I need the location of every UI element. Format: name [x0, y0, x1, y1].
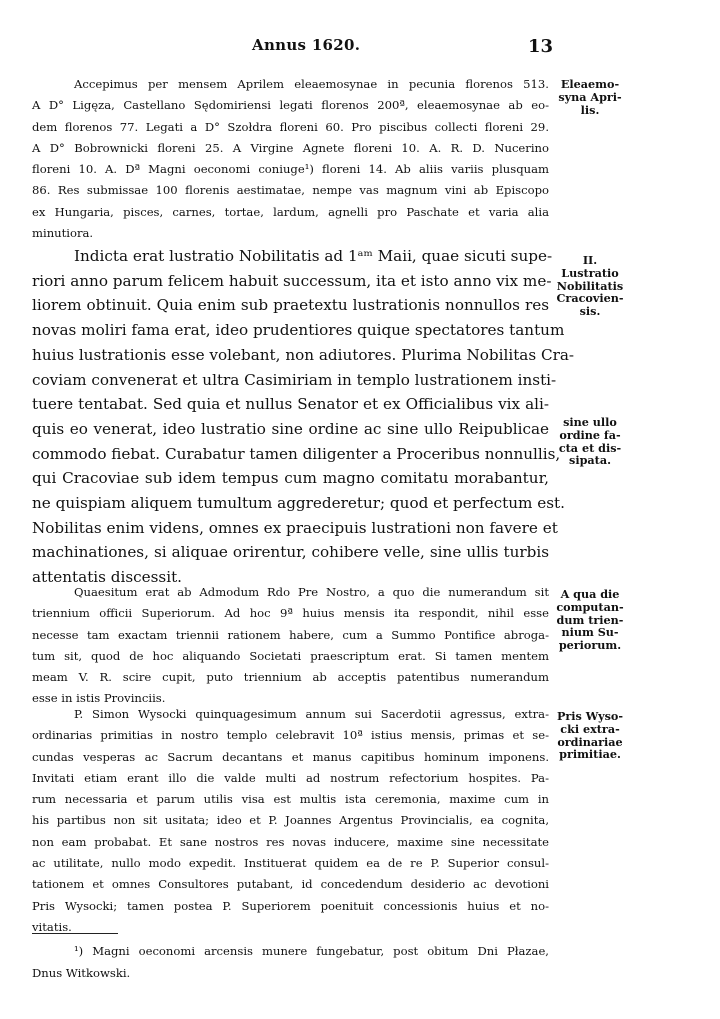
margin-note-line: cta et dis-: [558, 440, 622, 455]
running-title: Annus 1620.: [252, 36, 361, 54]
text-line: A D° Bobrownicki floreni 25. A Virgine Agnete floreni 10. A. R. D. Nucerino: [32, 140, 549, 155]
margin-note-line: II.: [582, 253, 598, 267]
margin-note-line: Nobilitatis: [556, 278, 624, 293]
text-line: ex Hungaria, pisces, carnes, tortae, lardum, agnelli pro Paschate et varia alia: [32, 204, 549, 219]
text-line: esse in istis Provinciis.: [32, 691, 166, 706]
text-line: floreni 10. A. Dª Magni oeconomi coniuge¹) floreni 14. Ab aliis variis plusquam: [32, 162, 549, 177]
text-line: Pris Wysocki; tamen postea P. Superiorem poenituit concessionis huius et no-: [32, 898, 549, 913]
text-line: 86. Res submissae 100 florenis aestimatae, nempe vas magnum vini ab Episcopo: [32, 183, 549, 198]
text-line: non eam probabat. Et sane nostros res novas inducere, maxime sine necessitate: [32, 834, 549, 849]
margin-note-alms: [555, 78, 625, 116]
paragraph-alms-april: [32, 74, 549, 244]
text-line: his partibus non sit usitata; ideo et P. Joannes Argentus Provincialis, ea cognita,: [32, 813, 549, 828]
margin-note-line: Pris Wyso-: [557, 709, 623, 723]
text-line: liorem obtinuit. Quia enim sub praetextu lustrationis nonnullos res: [32, 296, 549, 315]
text-line: ac utilitate, nullo modo expedit. Instituerat quidem ea de re P. Superior consul-: [32, 856, 549, 871]
text-line: tuere tentabat. Sed quia et nullus Senator et ex Officialibus vix ali-: [32, 395, 549, 414]
margin-note-line: A qua die: [560, 587, 620, 601]
text-line: novas moliri fama erat, ideo prudentiores quique spectatores tantum: [32, 321, 565, 340]
margin-note-sine-ordine: [555, 416, 625, 467]
footnote-divider: [32, 933, 118, 934]
margin-note-wysocki: [555, 710, 625, 761]
text-line: ne quispiam aliquem tumultum aggrederetur; quod et perfectum est.: [32, 494, 565, 513]
margin-note-line: computan-: [556, 599, 624, 614]
margin-note-line: Lustratio: [561, 265, 619, 280]
page-header: [0, 36, 720, 58]
text-line: qui Cracoviae sub idem tempus cum magno comitatu morabantur,: [32, 469, 549, 488]
footnote-line: ¹) Magni oeconomi arcensis munere fungebatur, post obitum Dni Płazae,: [74, 944, 549, 958]
margin-note-line: ordine fa-: [559, 427, 621, 442]
text-line: tum sit, quod de hoc aliquando Societati praescriptum erat. Si tamen mentem: [32, 648, 549, 663]
text-line: Nobilitas enim videns, omnes ex praecipuis lustrationi non favere et: [32, 518, 558, 537]
margin-note-line: periorum.: [558, 638, 622, 653]
paragraph-wysocki: [32, 704, 549, 938]
margin-note-line: lis.: [580, 102, 600, 117]
paragraph-lustratio: [32, 244, 575, 590]
margin-note-line: syna Apri-: [558, 89, 622, 104]
margin-note-line: cki extra-: [560, 721, 620, 736]
text-line: ordinarias primitias in nostro templo celebravit 10ª istius mensis, primas et se-: [32, 728, 549, 743]
text-line: Indicta erat lustratio Nobilitatis ad 1ᵃᵐ Maii, quae sicuti supe-: [74, 247, 553, 265]
footnote: [32, 940, 549, 984]
text-line: P. Simon Wysocki quinquagesimum annum sui Sacerdotii agressus, extra-: [74, 707, 549, 721]
text-line: rum necessaria et parum utilis visa est multis ista ceremonia, maxime cum in: [32, 792, 549, 807]
footnote-line: Dnus Witkowski.: [32, 966, 131, 980]
text-line: quis eo venerat, ideo lustratio sine ordine ac sine ullo Reipublicae: [32, 419, 549, 438]
margin-note-line: Cracovien-: [556, 291, 624, 306]
text-line: triennium officii Superiorum. Ad hoc 9ª huius mensis ita respondit, nihil esse: [32, 606, 549, 621]
text-line: Accepimus per mensem Aprilem eleaemosynae in pecunia florenos 513.: [74, 77, 549, 91]
text-line: coviam convenerat et ultra Casimiriam in templo lustrationem insti-: [32, 370, 557, 389]
text-line: cundas vesperas ac Sacrum decantans et manus capitibus hominum imponens.: [32, 749, 549, 764]
margin-note-line: primitiae.: [559, 747, 621, 762]
text-line: vitatis.: [32, 919, 72, 934]
text-line: minutiora.: [32, 226, 94, 241]
text-line: Invitati etiam erant illo die valde multi ad nostrum refectorium hospites. Pa-: [32, 770, 549, 785]
margin-note-triennium: [555, 588, 625, 652]
text-line: commodo fiebat. Curabatur tamen diligenter a Proceribus nonnullis,: [32, 444, 561, 463]
margin-note-line: sipata.: [569, 453, 611, 468]
text-line: meam V. R. scire cupit, puto triennium ab acceptis patentibus numerandum: [32, 670, 549, 685]
text-line: necesse tam exactam triennii rationem habere, cum a Summo Pontifice abroga-: [32, 627, 549, 642]
text-line: dem florenos 77. Legati a D° Szołdra floreni 60. Pro piscibus collecti floreni 29.: [32, 119, 549, 134]
margin-note-lustratio: [555, 254, 625, 318]
text-line: tationem et omnes Consultores putabant, id concedendum desiderio ac devotioni: [32, 877, 549, 892]
text-line: attentatis discessit.: [32, 568, 183, 587]
margin-note-line: ordinariae: [557, 734, 623, 749]
margin-note-line: nium Su-: [561, 625, 619, 640]
text-line: A D° Ligęza, Castellano Sędomiriensi legati florenos 200ª, eleaemosynae ab eo-: [32, 98, 549, 113]
text-line: riori anno parum felicem habuit successum, ita et isto anno vix me-: [32, 271, 552, 290]
margin-note-line: sine ullo: [563, 415, 617, 429]
margin-note-line: dum trien-: [556, 612, 624, 627]
text-line: huius lustrationis esse volebant, non adiutores. Plurima Nobilitas Cra-: [32, 345, 575, 364]
margin-note-line: sis.: [579, 304, 601, 319]
paragraph-triennium: [32, 582, 549, 710]
text-line: machinationes, si aliquae orirentur, cohibere velle, sine ullis turbis: [32, 543, 549, 562]
page-number: 13: [528, 36, 554, 57]
text-line: Quaesitum erat ab Admodum Rdo Pre Nostro, a quo die numerandum sit: [74, 585, 549, 599]
margin-note-line: Eleaemo-: [560, 77, 620, 91]
